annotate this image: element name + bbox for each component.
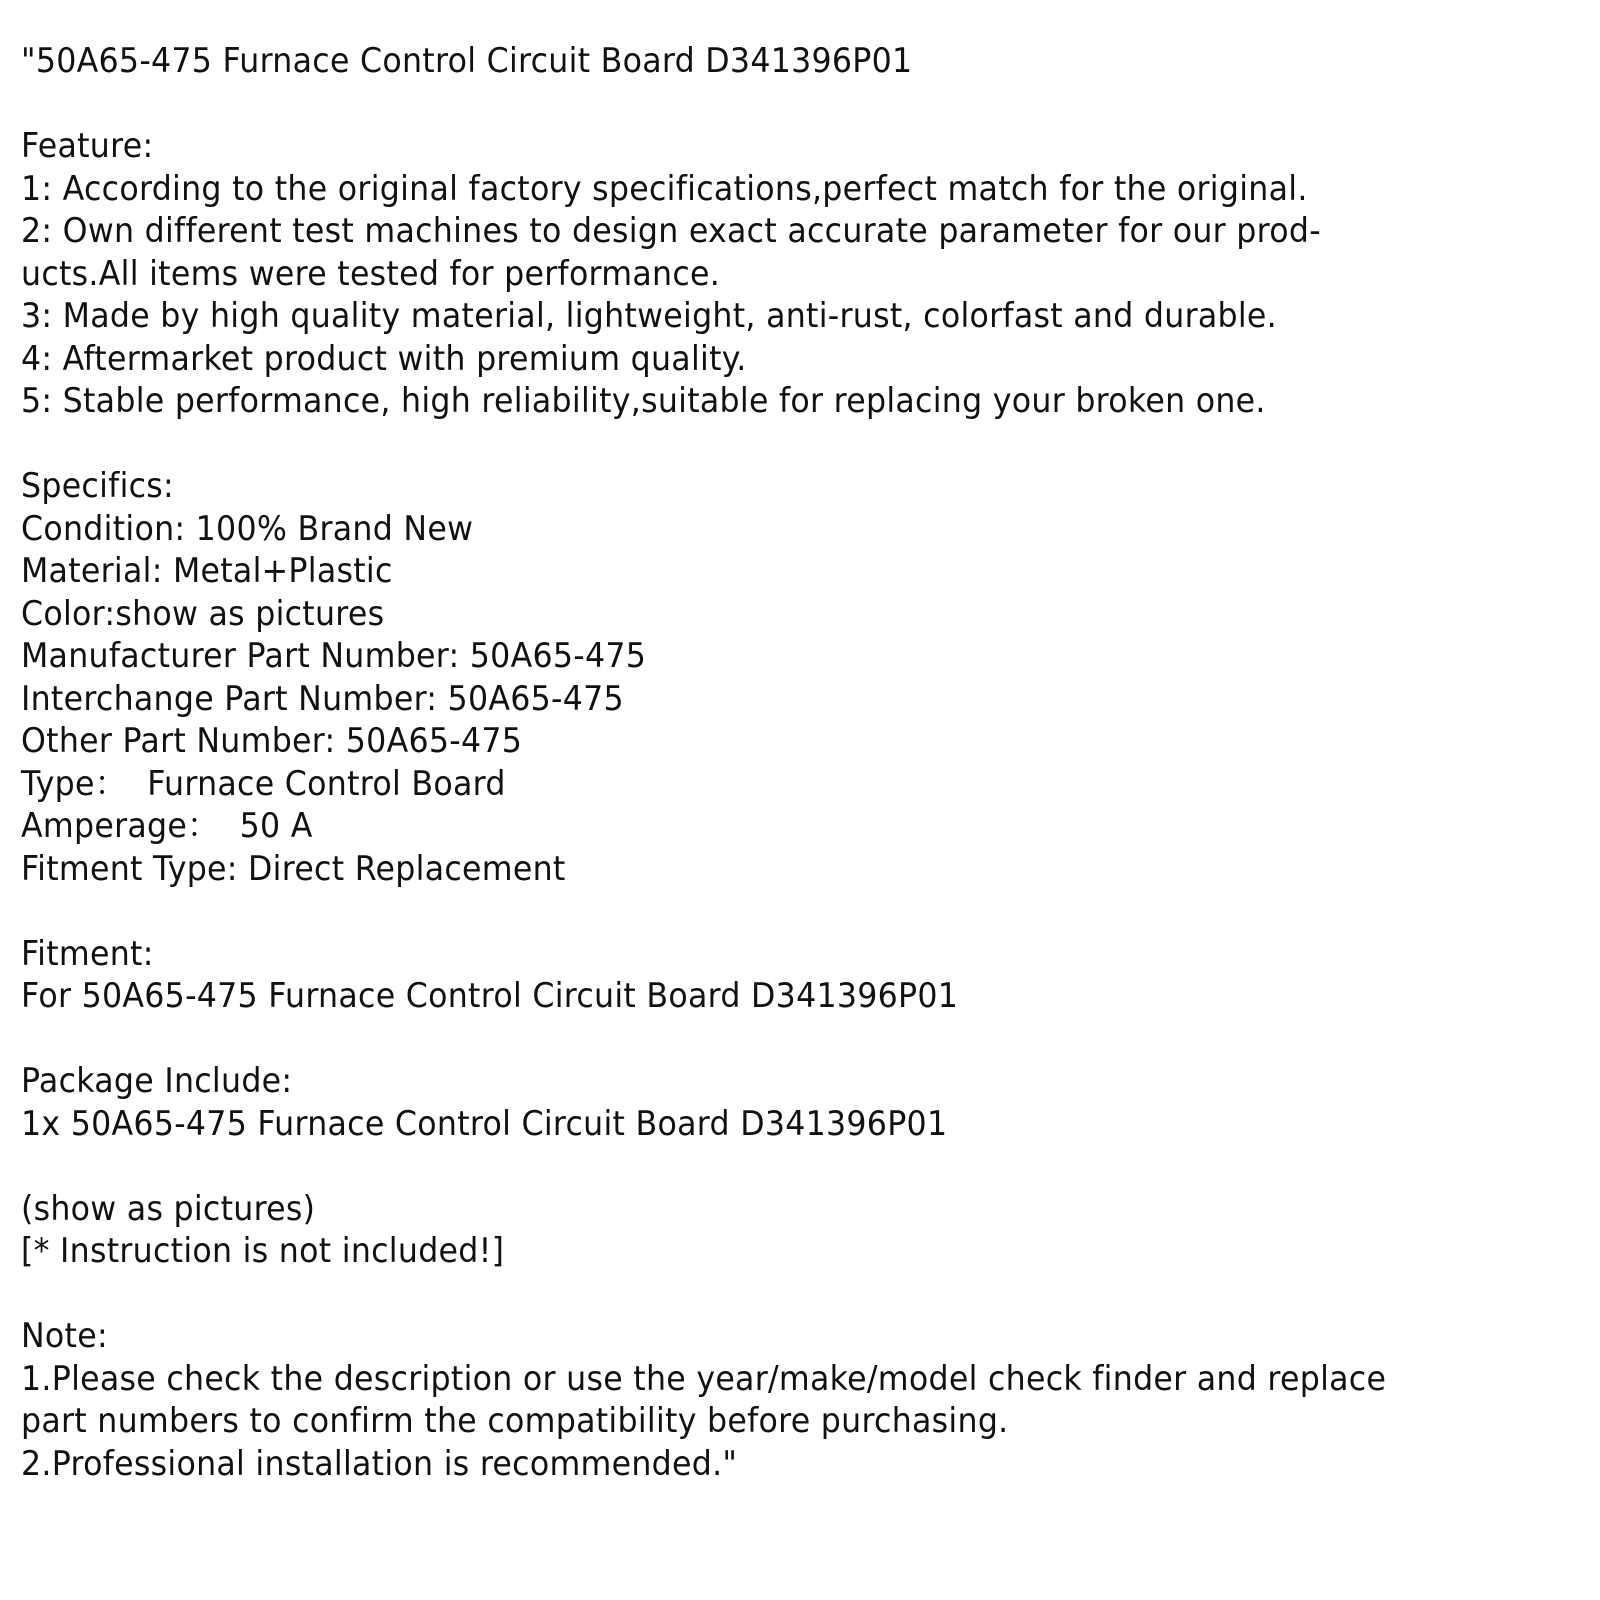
spec-other-part-number: Other Part Number: 50A65-475 — [21, 721, 523, 761]
feature-item: 5: Stable performance, high reliability,suitable for replacing your broken one. — [21, 381, 1266, 421]
note-heading: Note: — [21, 1316, 108, 1356]
spacer — [21, 1273, 1472, 1316]
feature-item: 4: Aftermarket product with premium quality. — [21, 338, 747, 379]
spec-color: Color:show as pictures — [21, 593, 385, 634]
show-as-pictures: (show as pictures) — [21, 1188, 316, 1229]
feature-item: 3: Made by high quality material, lightweight, anti-rust, colorfast and durable. — [21, 296, 1277, 336]
fitment-heading: Fitment: — [21, 933, 154, 974]
product-description — [21, 40, 1472, 1485]
spec-fitment-type: Fitment Type: Direct Replacement — [21, 848, 566, 889]
spacer — [21, 1018, 1472, 1061]
note-item: part numbers to confirm the compatibility before purchasing. — [21, 1401, 1009, 1441]
note-item: 1.Please check the description or use the year/make/model check finder and replace — [21, 1358, 1387, 1399]
spec-manufacturer-part-number: Manufacturer Part Number: 50A65-475 — [21, 636, 647, 676]
spacer — [21, 423, 1472, 466]
spec-interchange-part-number: Interchange Part Number: 50A65-475 — [21, 678, 624, 719]
spec-condition: Condition: 100% Brand New — [21, 508, 474, 549]
fitment-text: For 50A65-475 Furnace Control Circuit Board D341396P01 — [21, 976, 959, 1016]
spec-amperage: Amperage： 50 A — [21, 806, 313, 846]
product-title: "50A65-475 Furnace Control Circuit Board D341396P01 — [21, 41, 913, 81]
feature-item: ucts.All items were tested for performance. — [21, 253, 721, 294]
package-heading: Package Include: — [21, 1061, 293, 1101]
specifics-heading: Specifics: — [21, 466, 174, 506]
note-item: 2.Professional installation is recommended." — [21, 1443, 738, 1484]
instruction-note: [* Instruction is not included!] — [21, 1231, 505, 1271]
spec-type: Type： Furnace Control Board — [21, 763, 506, 804]
spacer — [21, 890, 1472, 933]
spec-material: Material: Metal+Plastic — [21, 551, 393, 591]
feature-item: 2: Own different test machines to design exact accurate parameter for our prod- — [21, 211, 1321, 251]
spacer — [21, 1145, 1472, 1188]
feature-item: 1: According to the original factory specifications,perfect match for the original. — [21, 168, 1308, 209]
spacer — [21, 83, 1472, 126]
package-text: 1x 50A65-475 Furnace Control Circuit Board D341396P01 — [21, 1103, 948, 1144]
feature-heading: Feature: — [21, 126, 154, 166]
